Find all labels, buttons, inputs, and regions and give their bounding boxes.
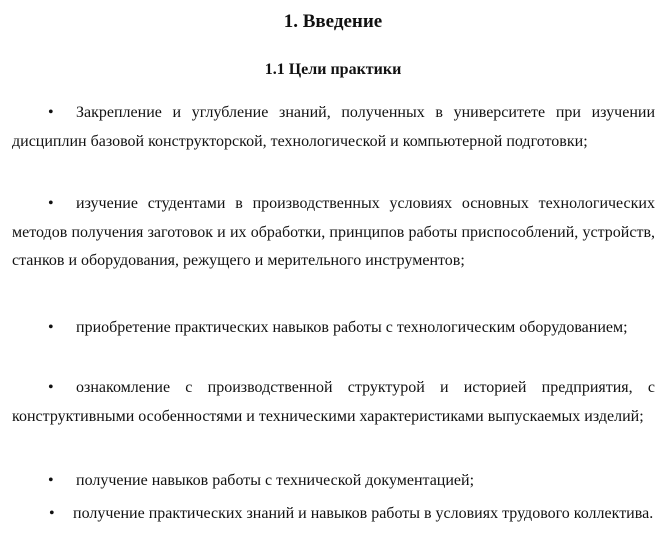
section-heading: 1. Введение bbox=[283, 11, 383, 32]
subsection-heading: 1.1 Цели практики bbox=[264, 61, 402, 78]
list-item bbox=[12, 190, 655, 276]
list-item bbox=[12, 99, 655, 156]
list-item-text: получение навыков работы с технической документацией; bbox=[76, 472, 475, 489]
list-item-text: приобретение практических навыков работы с технологическим оборудованием; bbox=[76, 319, 628, 336]
bullet-icon: • bbox=[48, 472, 54, 489]
list-item bbox=[12, 374, 655, 431]
list-item bbox=[12, 467, 655, 496]
list-item-text: получение практических знаний и навыков работы в условиях трудового коллектива. bbox=[73, 505, 654, 522]
list-item bbox=[12, 500, 655, 529]
bullet-icon: • bbox=[48, 319, 54, 336]
list-item-text: изучение студентами в производственных условиях основных технологических методов получения заготовок и их обработки, принципов работы приспособлений, устройств, станков и оборудования, режущего и мерительного инструментов; bbox=[12, 195, 655, 270]
list-item bbox=[12, 314, 655, 343]
list-item-text: ознакомление с производственной структурой и историей предприятия, с конструктивными особенностями и техническими характеристиками выпускаемых изделий; bbox=[12, 379, 655, 425]
bullet-icon: • bbox=[48, 104, 54, 121]
bullet-icon: • bbox=[48, 195, 54, 212]
bullet-icon: • bbox=[49, 505, 55, 522]
list-item-text: Закрепление и углубление знаний, полученных в университете при изучении дисциплин базовой конструкторской, технологической и компьютерной подготовки; bbox=[12, 104, 655, 150]
bullet-icon: • bbox=[48, 379, 54, 396]
